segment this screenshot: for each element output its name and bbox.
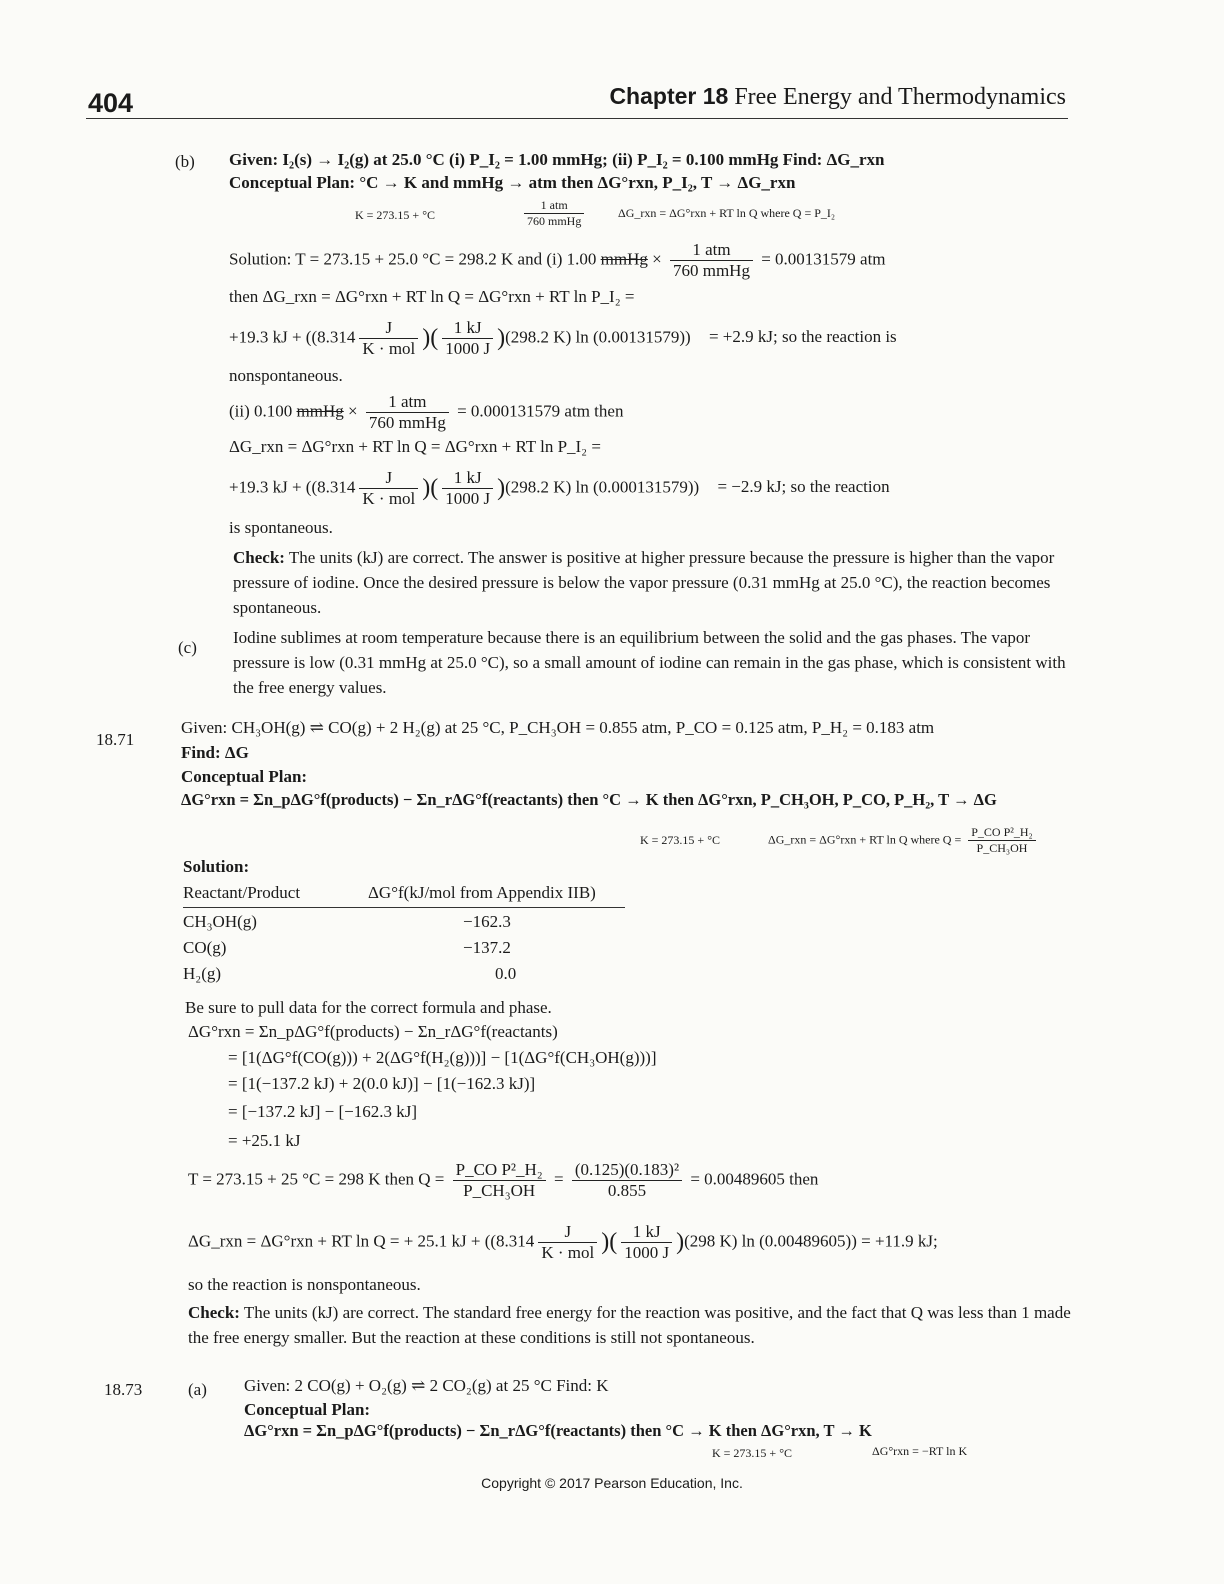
copyright-footer: Copyright © 2017 Pearson Education, Inc. [481,1475,743,1491]
problem-18-71-number: 18.71 [96,730,135,749]
species-cell: CH₃OH(g) [183,912,257,931]
p1871-dg-line [188,1222,938,1263]
plan-eq-text: ΔG_rxn = ΔG°rxn + RT ln Q where Q = [768,832,962,847]
frac-den: P_CH₃OH [463,1181,536,1200]
paren: )( [422,325,439,351]
p1873-plan: ΔG°rxn = Σn_pΔG°f(products) − Σn_rΔG°f(reactants) then °C → K then ΔG°rxn, T → K [244,1421,872,1440]
frac-den: P_CH₃OH [976,841,1028,855]
p1871-note: Be sure to pull data for the correct formula and phase. [185,998,552,1017]
frac-den: 760 mmHg [368,413,446,432]
frac-den: 1000 J [445,339,491,358]
tq-eq: = [553,1169,564,1189]
part-b-plan-eq: ΔG_rxn = ΔG°rxn + RT ln Q where Q = P_I₂ [618,206,836,220]
part-b-then-2: ΔG_rxn = ΔG°rxn + RT ln Q = ΔG°rxn + RT ln P_I₂ = [229,437,601,456]
p1871-find: Find: ΔG [181,743,249,762]
part-b-ii-line [229,392,623,433]
p1871-step: = [−137.2 kJ] − [−162.3 kJ] [228,1102,417,1121]
part-c-label: (c) [178,638,197,657]
frac-den: 1000 J [445,489,491,508]
p1871-solution-label: Solution: [183,857,250,876]
p1873-plan-k: K = 273.15 + °C [712,1446,793,1460]
part-b-plan-fraction [520,198,588,229]
check-text: The units (kJ) are correct. The answer is positive at higher pressure because the pressure is higher than the vapor pressure of iodine. Once the desired pressure is below the vapor pressure (0.31 mmHg at 25.0 °C), the reaction becomes spontaneous. [233,548,1055,617]
frac-num: J [538,1222,597,1243]
header-rule [86,118,1068,119]
part-b-plan: Conceptual Plan: °C → K and mmHg → atm then ΔG°rxn, P_I₂, T → ΔG_rxn [229,173,796,192]
dg-result: (298 K) ln (0.00489605)) = +11.9 kJ; [684,1231,938,1251]
paren: )( [422,475,439,501]
p1873-plan-eq: ΔG°rxn = −RT ln K [872,1444,968,1458]
frac-den: 760 mmHg [672,261,750,280]
species-cell: H₂(g) [183,964,222,983]
part-b-calc-2 [229,468,890,509]
frac-den: 1000 J [624,1243,670,1262]
tq-text: T = 273.15 + 25 °C = 298 K then Q = [188,1169,445,1189]
check-text: The units (kJ) are correct. The standard free energy for the reaction was positive, and the fact that Q was less than 1 made the free energy smaller. But the reaction at these conditions is still not spontaneous. [188,1303,1071,1347]
ii-result: = 0.000131579 atm then [457,401,624,421]
calc-result: = +2.9 kJ; so the reaction is [708,327,897,347]
dg-start: ΔG_rxn = ΔG°rxn + RT ln Q = + 25.1 kJ + ((8.314 [188,1231,535,1251]
table-row [183,938,625,964]
calc-result: = −2.9 kJ; so the reaction [717,477,890,497]
p1871-plan-label: Conceptual Plan: [181,767,308,786]
frac-num: J [359,318,418,339]
problem-18-73-number: 18.73 [104,1380,143,1399]
frac-den: 760 mmHg [527,214,582,228]
tq-result: = 0.00489605 then [690,1169,819,1189]
p1871-step: = [1(ΔG°f(CO(g))) + 2(ΔG°f(H₂(g)))] − [1(ΔG°f(CH₃OH(g)))] [228,1048,657,1067]
frac-num: P_CO P²_H₂ [453,1160,546,1181]
part-b-given: Given: I₂(s) → I₂(g) at 25.0 °C (i) P_I₂ = 1.00 mmHg; (ii) P_I₂ = 0.100 mmHg Find: ΔG_rxn [229,150,885,169]
calc-mid: (298.2 K) ln (0.000131579)) [505,477,700,497]
p1873-given: Given: 2 CO(g) + O₂(g) ⇌ 2 CO₂(g) at 25 °C Find: K [244,1376,609,1395]
frac-den: K · mol [541,1243,595,1262]
frac-num: 1 atm [524,198,584,214]
species-cell: CO(g) [183,938,227,957]
frac-num: 1 kJ [442,318,493,339]
frac-den: 0.855 [607,1181,647,1200]
ii-times: × [348,401,358,421]
paren: ) [676,1229,685,1255]
p1873-plan-label: Conceptual Plan: [244,1400,371,1419]
part-b-then-1: then ΔG_rxn = ΔG°rxn + RT ln Q = ΔG°rxn + RT ln P_I₂ = [229,287,635,306]
ii-mmhg: mmHg [296,401,344,421]
part-c-text: Iodine sublimes at room temperature because there is an equilibrium between the solid and the gas phases. The vapor pressure is low (0.31 mmHg at 25.0 °C), so a small amount of iodine can remain in the gas phase, which is consistent with the free energy values. [233,628,1066,697]
frac-num: 1 kJ [621,1222,672,1243]
value-cell: −137.2 [463,938,511,957]
p1871-step: = +25.1 kJ [228,1131,301,1150]
p1873-part-label: (a) [188,1380,207,1399]
p1871-plan-eq [768,825,1040,856]
paren: ) [497,475,506,501]
part-b-spontaneous: is spontaneous. [229,518,333,537]
part-b-solution-line [229,240,886,281]
p1871-conclusion: so the reaction is nonspontaneous. [188,1275,421,1294]
page-number: 404 [88,88,134,118]
frac-den: K · mol [362,339,416,358]
frac-num: P_CO P²_H₂ [968,825,1035,841]
table-header [183,883,625,908]
value-cell: 0.0 [495,964,517,983]
sol-mmhg: mmHg [600,249,648,269]
calc-mid: (298.2 K) ln (0.00131579)) [505,327,691,347]
frac-den: K · mol [362,489,416,508]
part-b-plan-k: K = 273.15 + °C [355,208,436,222]
chapter-heading [609,83,1066,111]
table-header-cell: Reactant/Product [183,883,301,902]
p1871-plan-k: K = 273.15 + °C [640,833,721,847]
calc-start: +19.3 kJ + ((8.314 [229,477,356,497]
table-row [183,912,625,938]
sol-text: Solution: T = 273.15 + 25.0 °C = 298.2 K and (i) 1.00 [229,249,597,269]
paren: ) [497,325,506,351]
frac-num: 1 atm [670,240,753,261]
p1871-check [188,1300,1073,1350]
thermo-table [183,883,625,990]
part-b-calc-1 [229,318,897,359]
frac-num: J [359,468,418,489]
frac-num: 1 kJ [442,468,493,489]
frac-num: 1 atm [366,392,449,413]
p1871-step: = [1(−137.2 kJ) + 2(0.0 kJ)] − [1(−162.3 kJ)] [228,1074,536,1093]
p1871-plan: ΔG°rxn = Σn_pΔG°f(products) − Σn_rΔG°f(reactants) then °C → K then ΔG°rxn, P_CH₃OH, P_CO, P_H₂, T → ΔG [181,790,997,809]
chapter-title: Free Energy and Thermodynamics [734,84,1066,110]
table-row [183,964,625,990]
p1871-t-q-line [188,1160,818,1201]
check-label: Check: [188,1303,240,1322]
part-b-label: (b) [175,152,195,171]
sol-result: = 0.00131579 atm [761,249,886,269]
p1871-step: ΔG°rxn = Σn_pΔG°f(products) − Σn_rΔG°f(reactants) [188,1022,558,1041]
sol-times: × [652,249,662,269]
table-header-cell: ΔG°f(kJ/mol from Appendix IIB) [368,883,596,902]
check-label: Check: [233,548,285,567]
ii-text: (ii) 0.100 [229,401,293,421]
chapter-label: Chapter 18 [609,83,729,109]
part-b-nonspontaneous: nonspontaneous. [229,366,343,385]
p1871-given: Given: CH₃OH(g) ⇌ CO(g) + 2 H₂(g) at 25 °C, P_CH₃OH = 0.855 atm, P_CO = 0.125 atm, P_H₂ = 0.183 atm [181,718,935,737]
paren: )( [601,1229,618,1255]
value-cell: −162.3 [463,912,511,931]
calc-start: +19.3 kJ + ((8.314 [229,327,356,347]
frac-num: (0.125)(0.183)² [572,1160,682,1181]
part-b-check [233,545,1073,620]
